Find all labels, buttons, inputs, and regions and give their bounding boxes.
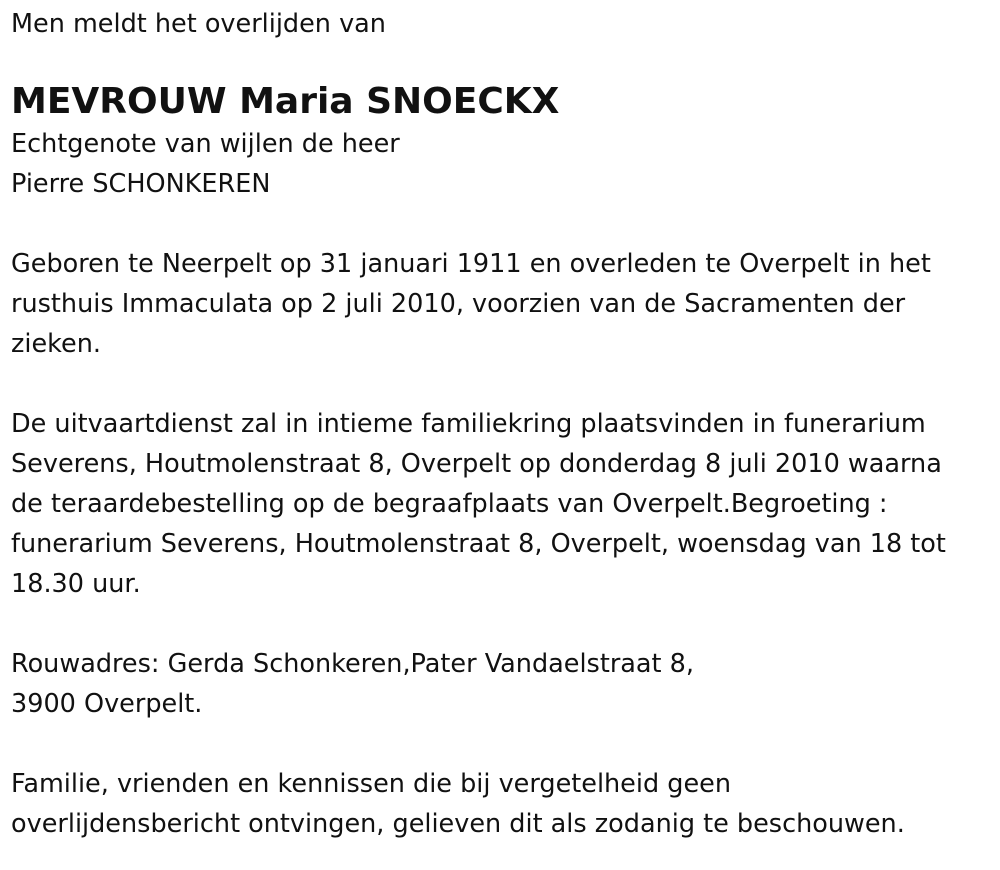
address-line: 3900 Overpelt. — [11, 689, 203, 719]
paragraph-line: overlijdensbericht ontvingen, gelieven dit als zodanig te beschouwen. — [11, 809, 905, 839]
address-line: Rouwadres: Gerda Schonkeren,Pater Vandaelstraat 8, — [11, 649, 694, 679]
mourning-address — [11, 644, 991, 724]
paragraph-line: Geboren te Neerpelt op 31 januari 1911 en overleden te Overpelt in het — [11, 249, 931, 279]
spouse-name: Pierre SCHONKEREN — [11, 169, 271, 199]
deceased-name: MEVROUW Maria SNOECKX — [11, 81, 560, 122]
spouse-line: Echtgenote van wijlen de heer — [11, 129, 400, 159]
birth-death-paragraph — [11, 244, 991, 364]
spouse-section — [11, 124, 991, 204]
paragraph-line: rusthuis Immaculata op 2 juli 2010, voorzien van de Sacramenten der — [11, 289, 906, 319]
paragraph-line: Severens, Houtmolenstraat 8, Overpelt op donderdag 8 juli 2010 waarna — [11, 449, 942, 479]
closing-paragraph — [11, 764, 991, 844]
paragraph-line: de teraardebestelling op de begraafplaats van Overpelt.Begroeting : — [11, 489, 888, 519]
funeral-paragraph — [11, 404, 991, 604]
paragraph-line: 18.30 uur. — [11, 569, 141, 599]
paragraph-line: zieken. — [11, 329, 101, 359]
paragraph-line: funerarium Severens, Houtmolenstraat 8, Overpelt, woensdag van 18 tot — [11, 529, 946, 559]
intro-text: Men meldt het overlijden van — [11, 9, 386, 39]
paragraph-line: De uitvaartdienst zal in intieme familiekring plaatsvinden in funerarium — [11, 409, 926, 439]
obituary-notice — [11, 4, 991, 844]
paragraph-line: Familie, vrienden en kennissen die bij vergetelheid geen — [11, 769, 731, 799]
